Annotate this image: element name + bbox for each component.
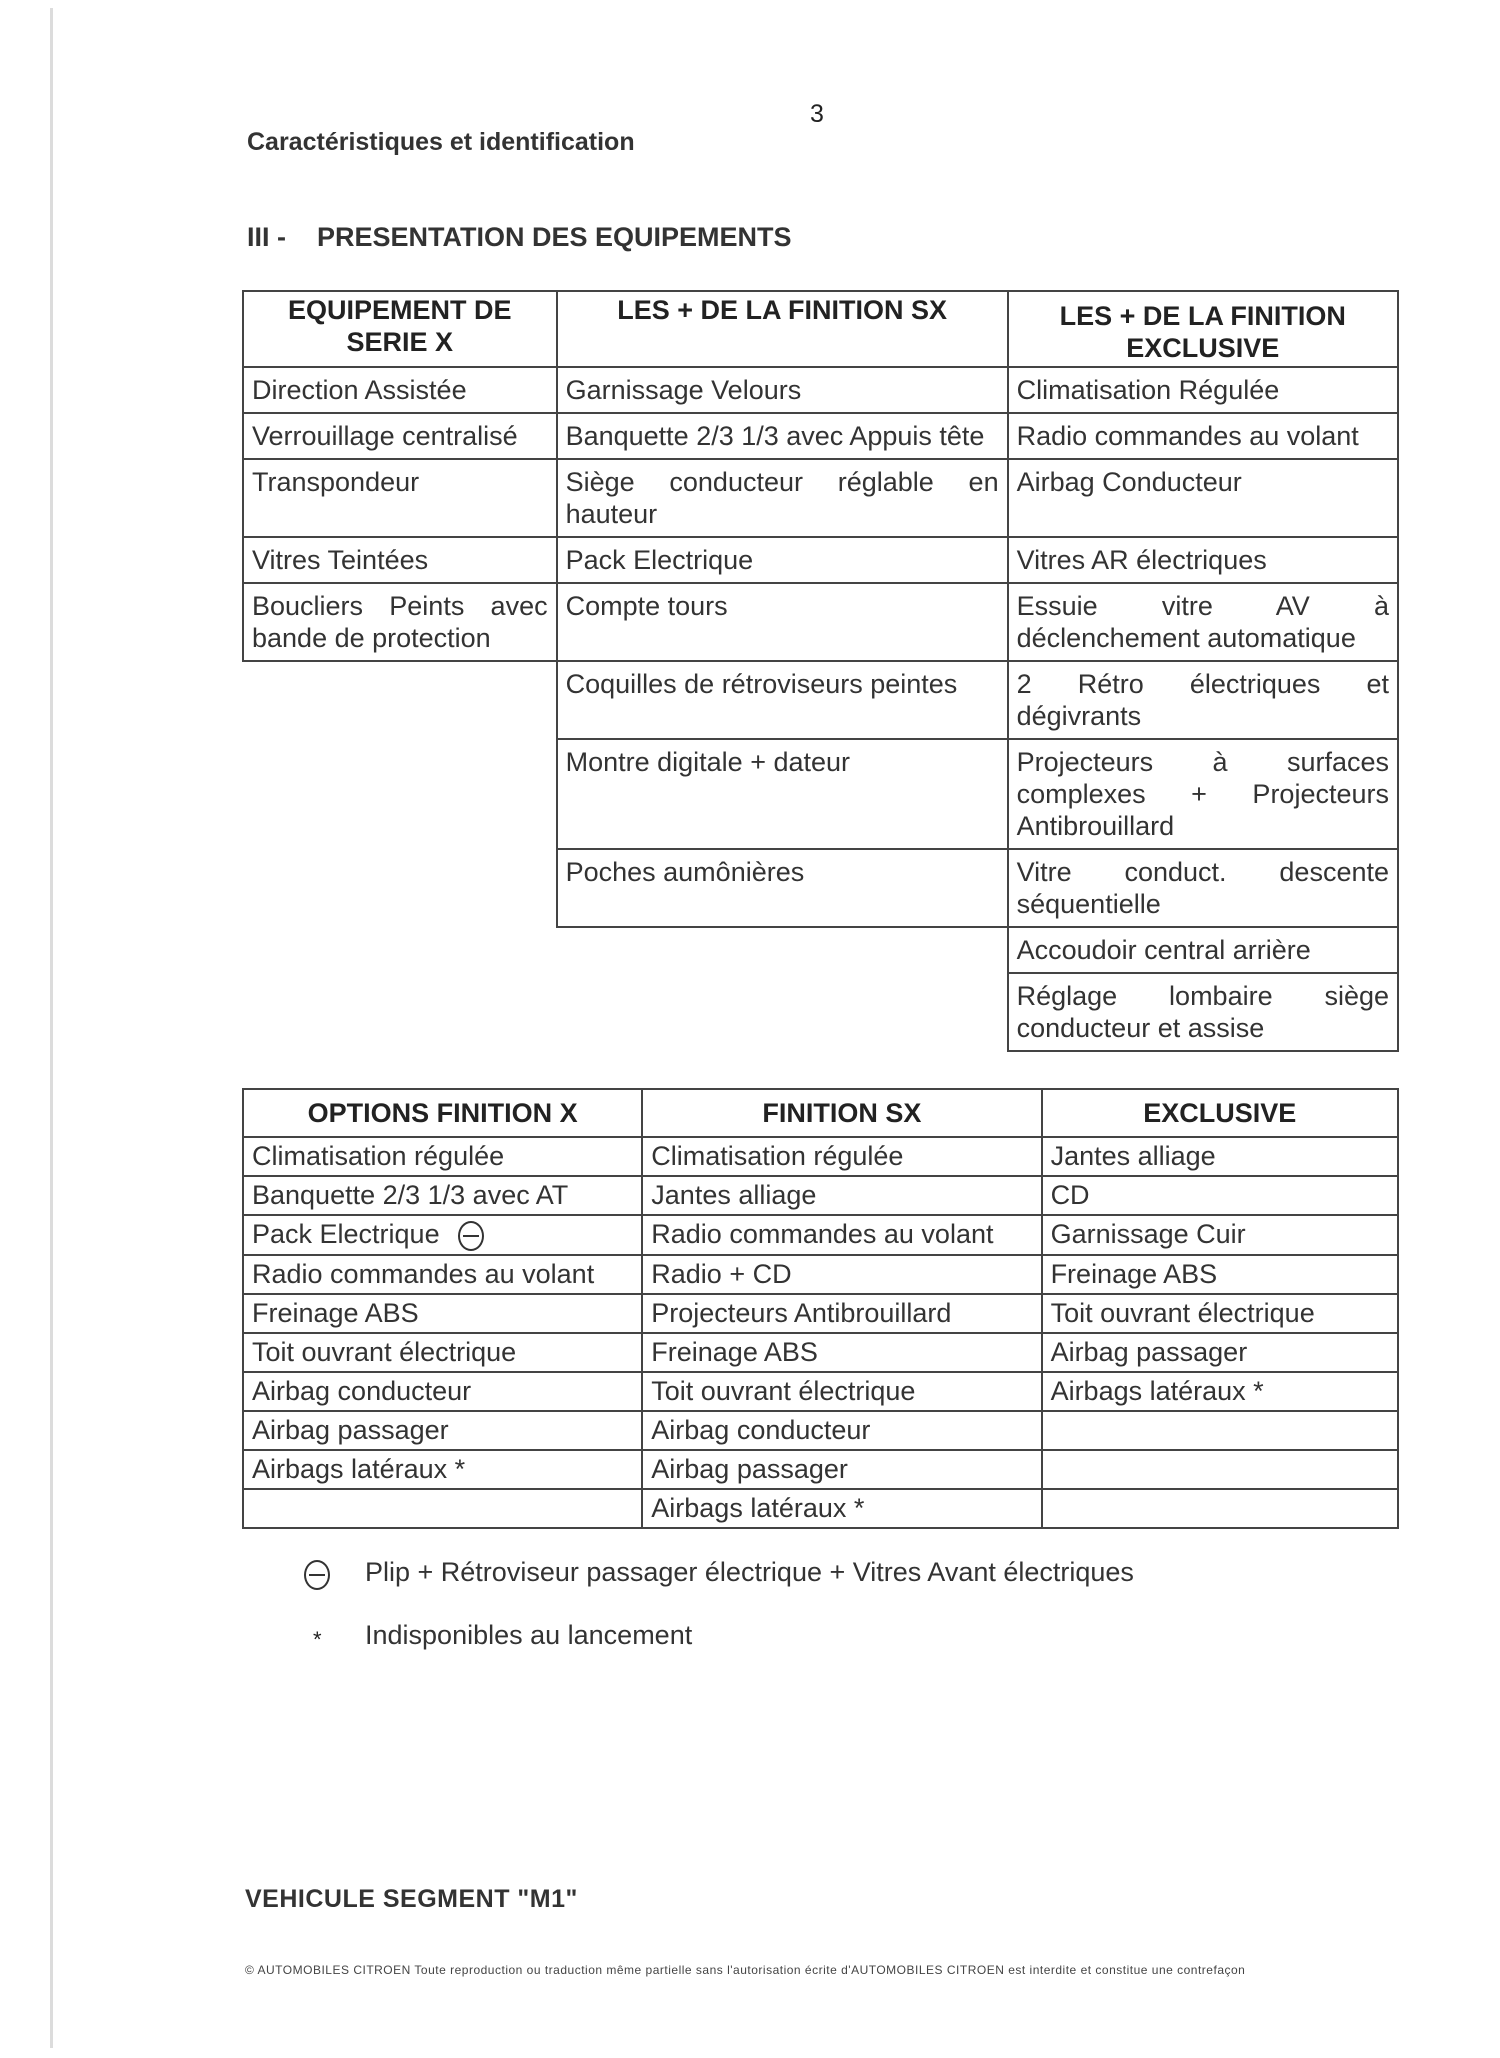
table-row bbox=[243, 1176, 1398, 1215]
table-cell: Boucliers Peints avec bande de protection bbox=[243, 583, 557, 661]
table-row bbox=[243, 1333, 1398, 1372]
table-cell bbox=[1042, 1411, 1398, 1450]
table-row bbox=[243, 1489, 1398, 1528]
table-cell: Climatisation régulée bbox=[642, 1137, 1041, 1176]
table-cell bbox=[243, 1215, 642, 1255]
table-cell: CD bbox=[1042, 1176, 1398, 1215]
table-cell: Essuie vitre AV à déclenchement automatique bbox=[1008, 583, 1398, 661]
empty-cell bbox=[243, 849, 557, 927]
table-row bbox=[243, 973, 1398, 1051]
table-cell: Airbags latéraux * bbox=[1042, 1372, 1398, 1411]
section-title: Caractéristiques et identification bbox=[247, 128, 635, 156]
table-cell: Banquette 2/3 1/3 avec Appuis tête bbox=[557, 413, 1008, 459]
table-cell: Vitre conduct. descente séquentielle bbox=[1008, 849, 1398, 927]
page-heading bbox=[247, 222, 792, 253]
table-cell: Climatisation Régulée bbox=[1008, 367, 1398, 413]
heading-number: III - bbox=[247, 222, 286, 252]
empty-cell bbox=[557, 927, 1008, 973]
table-cell: Airbag passager bbox=[243, 1411, 642, 1450]
table-cell: Airbag conducteur bbox=[243, 1372, 642, 1411]
table-cell: Jantes alliage bbox=[1042, 1137, 1398, 1176]
note-theta: Plip + Rétroviseur passager électrique + Vitres Avant électriques bbox=[365, 1557, 1134, 1587]
table-cell: Airbag conducteur bbox=[642, 1411, 1041, 1450]
table-cell: Radio + CD bbox=[642, 1255, 1041, 1294]
table-cell bbox=[1042, 1489, 1398, 1528]
table-cell: Radio commandes au volant bbox=[642, 1215, 1041, 1255]
table-row bbox=[243, 1450, 1398, 1489]
empty-cell bbox=[243, 661, 557, 739]
table-row bbox=[243, 367, 1398, 413]
table-row bbox=[243, 1411, 1398, 1450]
note-asterisk: Indisponibles au lancement bbox=[365, 1620, 693, 1650]
table-cell: Compte tours bbox=[557, 583, 1008, 661]
empty-cell bbox=[243, 739, 557, 849]
table-row bbox=[243, 1137, 1398, 1176]
table-cell: Garnissage Velours bbox=[557, 367, 1008, 413]
table-row bbox=[243, 849, 1398, 927]
table-cell: Toit ouvrant électrique bbox=[642, 1372, 1041, 1411]
cell-text: Pack Electrique bbox=[252, 1219, 440, 1249]
table-cell: Coquilles de rétroviseurs peintes bbox=[557, 661, 1008, 739]
table-cell bbox=[1042, 1450, 1398, 1489]
table-cell: Direction Assistée bbox=[243, 367, 557, 413]
table-cell: Airbags latéraux * bbox=[642, 1489, 1041, 1528]
table-row bbox=[243, 413, 1398, 459]
copyright-notice: © AUTOMOBILES CITROEN Toute reproduction ou traduction même partielle sans l'autorisation écrite d'AUTOMOBILES CITROEN est interdite et constitue une contrefaçon bbox=[245, 1963, 1246, 1977]
table-cell: Climatisation régulée bbox=[243, 1137, 642, 1176]
table-cell: Siège conducteur réglable en hauteur bbox=[557, 459, 1008, 537]
theta-icon bbox=[304, 1560, 330, 1590]
options-table bbox=[242, 1088, 1399, 1529]
table-cell: Airbags latéraux * bbox=[243, 1450, 642, 1489]
table-cell: Pack Electrique bbox=[557, 537, 1008, 583]
table-cell: Poches aumônières bbox=[557, 849, 1008, 927]
scan-edge bbox=[50, 8, 53, 2048]
table-row bbox=[243, 661, 1398, 739]
table-cell: Banquette 2/3 1/3 avec AT bbox=[243, 1176, 642, 1215]
table-cell: Toit ouvrant électrique bbox=[243, 1333, 642, 1372]
table-row bbox=[243, 1294, 1398, 1333]
table-cell: Réglage lombaire siège conducteur et assise bbox=[1008, 973, 1398, 1051]
heading-text: PRESENTATION DES EQUIPEMENTS bbox=[317, 222, 792, 252]
header-options-finition-x: OPTIONS FINITION X bbox=[243, 1089, 642, 1137]
table-cell: Airbag Conducteur bbox=[1008, 459, 1398, 537]
asterisk-symbol: * bbox=[313, 1627, 322, 1652]
table-cell: Freinage ABS bbox=[1042, 1255, 1398, 1294]
empty-cell bbox=[557, 973, 1008, 1051]
table-cell: Radio commandes au volant bbox=[243, 1255, 642, 1294]
table-header-row bbox=[243, 1089, 1398, 1137]
table-cell: Transpondeur bbox=[243, 459, 557, 537]
table-cell: Garnissage Cuir bbox=[1042, 1215, 1398, 1255]
table-cell: Accoudoir central arrière bbox=[1008, 927, 1398, 973]
table-row bbox=[243, 537, 1398, 583]
empty-cell bbox=[243, 973, 557, 1051]
empty-cell bbox=[243, 927, 557, 973]
table-cell bbox=[243, 1489, 642, 1528]
header-serie-x: EQUIPEMENT DE SERIE X bbox=[243, 291, 557, 367]
equipment-table bbox=[242, 290, 1399, 1052]
table-cell: Radio commandes au volant bbox=[1008, 413, 1398, 459]
table-header-row bbox=[243, 291, 1398, 367]
table-cell: Montre digitale + dateur bbox=[557, 739, 1008, 849]
table-cell: Freinage ABS bbox=[642, 1333, 1041, 1372]
table-row bbox=[243, 927, 1398, 973]
theta-icon bbox=[458, 1221, 484, 1251]
table-row bbox=[243, 1215, 1398, 1255]
table-cell: Airbag passager bbox=[642, 1450, 1041, 1489]
table-row bbox=[243, 1372, 1398, 1411]
page-number: 3 bbox=[810, 100, 824, 128]
header-finition-exclusive: LES + DE LA FINITION EXCLUSIVE bbox=[1008, 291, 1398, 367]
header-finition-sx: LES + DE LA FINITION SX bbox=[557, 291, 1008, 367]
table-row bbox=[243, 583, 1398, 661]
table-cell: Jantes alliage bbox=[642, 1176, 1041, 1215]
table-cell: Airbag passager bbox=[1042, 1333, 1398, 1372]
table-cell: Toit ouvrant électrique bbox=[1042, 1294, 1398, 1333]
table-cell: Vitres Teintées bbox=[243, 537, 557, 583]
table-cell: 2 Rétro électriques et dégivrants bbox=[1008, 661, 1398, 739]
table-row bbox=[243, 739, 1398, 849]
table-cell: Vitres AR électriques bbox=[1008, 537, 1398, 583]
table-row bbox=[243, 1255, 1398, 1294]
table-cell: Projecteurs Antibrouillard bbox=[642, 1294, 1041, 1333]
table-row bbox=[243, 459, 1398, 537]
header-finition-sx: FINITION SX bbox=[642, 1089, 1041, 1137]
table-cell: Verrouillage centralisé bbox=[243, 413, 557, 459]
header-exclusive: EXCLUSIVE bbox=[1042, 1089, 1398, 1137]
table-cell: Freinage ABS bbox=[243, 1294, 642, 1333]
footer-title: VEHICULE SEGMENT "M1" bbox=[245, 1885, 578, 1913]
table-cell: Projecteurs à surfaces complexes + Projecteurs Antibrouillard bbox=[1008, 739, 1398, 849]
